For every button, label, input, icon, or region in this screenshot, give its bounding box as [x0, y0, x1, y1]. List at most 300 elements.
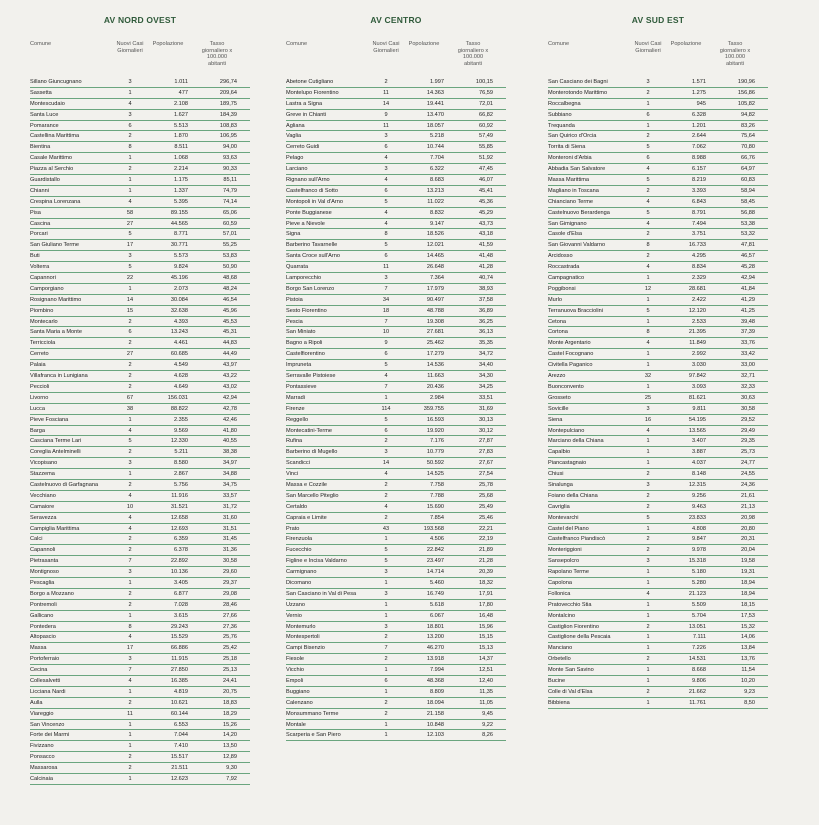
- cell-popolazione: 60.685: [170, 351, 188, 358]
- cell-popolazione: 16.385: [170, 677, 188, 684]
- table-row: [286, 600, 506, 611]
- cell-popolazione: 2.984: [430, 394, 444, 401]
- table-row: [30, 426, 250, 437]
- cell-popolazione: 19.920: [426, 427, 444, 434]
- cell-nuovi-casi: 4: [646, 427, 650, 434]
- cell-comune: Calci: [30, 536, 43, 543]
- cell-popolazione: 13.213: [426, 187, 444, 194]
- cell-tasso: 30,58: [223, 558, 237, 565]
- cell-tasso: 38,93: [479, 285, 493, 292]
- cell-comune: Piancastagnaio: [548, 460, 587, 467]
- cell-comune: Terricciola: [30, 340, 56, 347]
- cell-tasso: 18,29: [223, 710, 237, 717]
- table-row: [286, 229, 506, 240]
- panel-av-nord-ovest: [30, 0, 250, 825]
- cell-popolazione: 7.494: [692, 220, 706, 227]
- cell-popolazione: 21.123: [688, 590, 706, 597]
- header-comune: Comune: [286, 41, 308, 47]
- cell-popolazione: 30.771: [170, 242, 188, 249]
- cell-comune: Pistoia: [286, 296, 303, 303]
- cell-popolazione: 6.877: [174, 590, 188, 597]
- cell-comune: Montopoli in Val d'Arno: [286, 198, 343, 205]
- header-nuovi-casi-line: Nuovi Casi: [116, 41, 144, 47]
- cell-nuovi-casi: 2: [128, 383, 132, 390]
- cell-tasso: 189,75: [219, 100, 237, 107]
- cell-comune: Castelfiorentino: [286, 351, 325, 358]
- cell-popolazione: 7.364: [430, 275, 444, 282]
- cell-tasso: 25,73: [741, 449, 755, 456]
- table-row: [30, 284, 250, 295]
- cell-tasso: 190,96: [737, 79, 755, 85]
- cell-tasso: 15,13: [479, 645, 493, 652]
- cell-popolazione: 2.644: [692, 133, 706, 140]
- cell-comune: Piazza al Serchio: [30, 166, 74, 173]
- header-nuovi-casi: [370, 41, 402, 54]
- cell-tasso: 21,61: [741, 492, 755, 499]
- cell-comune: Monteriggioni: [548, 547, 582, 554]
- cell-tasso: 36,13: [479, 329, 493, 336]
- cell-nuovi-casi: 6: [384, 427, 388, 434]
- cell-comune: Monterotondo Marittimo: [548, 89, 608, 96]
- cell-nuovi-casi: 5: [384, 416, 388, 423]
- table-row: [286, 415, 506, 426]
- table-row: [30, 752, 250, 763]
- table-row: [286, 306, 506, 317]
- cell-comune: Vecchiano: [30, 492, 56, 499]
- table-row: [548, 273, 768, 284]
- cell-tasso: 9,22: [482, 721, 493, 728]
- cell-popolazione: 7.111: [692, 634, 706, 641]
- table-row: [548, 229, 768, 240]
- table-row: [30, 404, 250, 415]
- cell-tasso: 15,32: [741, 623, 755, 630]
- cell-comune: Siena: [548, 416, 563, 423]
- table-row: [548, 284, 768, 295]
- table-row: [548, 371, 768, 382]
- cell-comune: Barberino di Mugello: [286, 449, 338, 456]
- table-row: [30, 567, 250, 578]
- cell-tasso: 85,11: [223, 177, 237, 184]
- cell-comune: Cortona: [548, 329, 568, 336]
- cell-tasso: 100,15: [475, 79, 493, 85]
- table-row: [30, 730, 250, 741]
- cell-nuovi-casi: 1: [384, 667, 388, 674]
- cell-comune: Altopascio: [30, 634, 56, 641]
- cell-tasso: 64,97: [741, 166, 755, 173]
- cell-tasso: 24,36: [741, 481, 755, 488]
- table-row: [30, 687, 250, 698]
- cell-nuovi-casi: 5: [646, 209, 650, 216]
- cell-tasso: 53,38: [741, 220, 755, 227]
- table-row: [30, 622, 250, 633]
- table-row: [286, 709, 506, 720]
- cell-tasso: 27,54: [479, 471, 493, 478]
- cell-popolazione: 5.513: [174, 122, 188, 129]
- header-tasso-line: Tasso: [727, 41, 743, 47]
- cell-nuovi-casi: 5: [128, 231, 132, 238]
- cell-tasso: 45,53: [223, 318, 237, 325]
- table-row: [30, 262, 250, 273]
- cell-nuovi-casi: 1: [128, 416, 132, 423]
- cell-popolazione: 8.809: [430, 688, 444, 695]
- cell-tasso: 31,36: [223, 547, 237, 554]
- cell-popolazione: 4.628: [174, 373, 188, 380]
- cell-nuovi-casi: 1: [384, 732, 388, 739]
- cell-comune: Gallicano: [30, 612, 54, 619]
- table-row: [548, 186, 768, 197]
- cell-comune: Marciano della Chiana: [548, 438, 604, 445]
- cell-comune: Casale Marittimo: [30, 155, 72, 162]
- table-row: [30, 534, 250, 545]
- cell-popolazione: 14.714: [426, 569, 444, 576]
- cell-tasso: 18,83: [223, 699, 237, 706]
- table-row: [30, 513, 250, 524]
- table-row: [548, 426, 768, 437]
- cell-tasso: 55,25: [223, 242, 237, 249]
- cell-tasso: 12,51: [479, 667, 493, 674]
- header-tasso: [712, 41, 758, 67]
- table-row: [286, 219, 506, 230]
- table-row: [548, 600, 768, 611]
- header-popolazione: Popolazione: [408, 41, 440, 47]
- cell-nuovi-casi: 4: [646, 590, 650, 597]
- cell-popolazione: 27.681: [426, 329, 444, 336]
- cell-popolazione: 17.979: [426, 285, 444, 292]
- cell-popolazione: 89.155: [170, 209, 188, 216]
- cell-comune: Terranuova Bracciolini: [548, 307, 604, 314]
- cell-nuovi-casi: 2: [128, 699, 132, 706]
- table-row: [286, 99, 506, 110]
- table-row: [286, 698, 506, 709]
- cell-tasso: 39,48: [741, 318, 755, 325]
- cell-popolazione: 3.407: [692, 438, 706, 445]
- table-row: [30, 469, 250, 480]
- table-row: [30, 164, 250, 175]
- cell-tasso: 65,06: [223, 209, 237, 216]
- table-row: [30, 447, 250, 458]
- cell-tasso: 156,86: [737, 89, 755, 96]
- cell-popolazione: 8.511: [174, 144, 188, 151]
- cell-tasso: 66,76: [741, 155, 755, 162]
- cell-comune: Cavriglia: [548, 503, 570, 510]
- cell-nuovi-casi: 1: [384, 394, 388, 401]
- cell-nuovi-casi: 11: [383, 264, 389, 271]
- table-row: [286, 164, 506, 175]
- cell-comune: Pieve Fosciana: [30, 416, 69, 423]
- table-row: [548, 164, 768, 175]
- cell-popolazione: 9.847: [692, 536, 706, 543]
- cell-nuovi-casi: 2: [128, 133, 132, 140]
- cell-popolazione: 193.568: [423, 525, 444, 532]
- table-row: [30, 295, 250, 306]
- cell-nuovi-casi: 11: [383, 122, 389, 129]
- cell-tasso: 20,39: [479, 569, 493, 576]
- cell-tasso: 33,51: [479, 394, 493, 401]
- cell-tasso: 48,24: [223, 285, 237, 292]
- cell-popolazione: 2.214: [174, 166, 188, 173]
- cell-nuovi-casi: 7: [128, 558, 132, 565]
- cell-popolazione: 81.621: [688, 394, 706, 401]
- cell-tasso: 60,92: [479, 122, 493, 129]
- table-row: [286, 436, 506, 447]
- cell-comune: Montemurlo: [286, 623, 316, 630]
- cell-popolazione: 1.275: [692, 89, 706, 96]
- cell-popolazione: 15.517: [170, 754, 188, 761]
- cell-nuovi-casi: 32: [644, 373, 652, 380]
- cell-tasso: 296,74: [219, 79, 237, 85]
- cell-tasso: 94,82: [741, 111, 755, 118]
- cell-comune: Montale: [286, 721, 306, 728]
- cell-popolazione: 4.549: [174, 362, 188, 369]
- table-body: [30, 77, 250, 785]
- cell-comune: Camaiore: [30, 503, 55, 510]
- cell-tasso: 24,77: [741, 460, 755, 467]
- cell-tasso: 19,31: [741, 569, 755, 576]
- table-row: [286, 622, 506, 633]
- cell-popolazione: 12.658: [170, 514, 188, 521]
- cell-tasso: 15,96: [479, 623, 493, 630]
- cell-comune: Cerreto: [30, 351, 49, 358]
- header-tasso-line: abitanti: [207, 60, 227, 67]
- cell-popolazione: 5.211: [174, 449, 188, 456]
- cell-popolazione: 9.811: [692, 405, 706, 412]
- cell-tasso: 43,18: [479, 231, 493, 238]
- cell-tasso: 24,41: [223, 677, 237, 684]
- cell-tasso: 90,33: [223, 166, 237, 173]
- cell-tasso: 184,39: [219, 111, 237, 118]
- header-nuovi-casi: [114, 41, 146, 54]
- table-row: [548, 480, 768, 491]
- cell-popolazione: 9.806: [692, 677, 706, 684]
- table-row: [30, 371, 250, 382]
- cell-popolazione: 156.031: [167, 394, 188, 401]
- table-row: [548, 99, 768, 110]
- cell-popolazione: 1.627: [174, 111, 188, 118]
- cell-nuovi-casi: 1: [646, 122, 650, 129]
- cell-comune: Cerreto Guidi: [286, 144, 320, 151]
- header-nuovi-casi-line: Giornalieri: [373, 47, 399, 54]
- cell-popolazione: 13.200: [426, 634, 444, 641]
- cell-nuovi-casi: 1: [128, 579, 132, 586]
- cell-comune: Camporgiano: [30, 285, 64, 292]
- cell-nuovi-casi: 3: [646, 558, 650, 565]
- cell-comune: Santa Croce sull'Arno: [286, 253, 340, 260]
- cell-nuovi-casi: 25: [644, 394, 652, 401]
- cell-tasso: 34,25: [479, 383, 493, 390]
- cell-popolazione: 8.219: [692, 177, 706, 184]
- cell-tasso: 22,19: [479, 536, 493, 543]
- cell-nuovi-casi: 5: [384, 558, 388, 565]
- cell-comune: Reggello: [286, 416, 309, 423]
- cell-comune: Monsummano Terme: [286, 710, 339, 717]
- cell-tasso: 75,64: [741, 133, 755, 140]
- header-nuovi-casi-line: Giornalieri: [117, 47, 143, 54]
- table-row: [286, 88, 506, 99]
- cell-tasso: 31,69: [479, 405, 493, 412]
- cell-comune: San Giovanni Valdarno: [548, 242, 606, 249]
- cell-comune: Ponte Buggianese: [286, 209, 332, 216]
- table-row: [286, 153, 506, 164]
- cell-comune: San Casciano in Val di Pesa: [286, 590, 357, 597]
- cell-popolazione: 9.978: [692, 547, 706, 554]
- cell-popolazione: 22.842: [426, 547, 444, 554]
- cell-popolazione: 12.330: [170, 438, 188, 445]
- cell-tasso: 76,59: [479, 89, 493, 96]
- cell-comune: Empoli: [286, 677, 304, 684]
- cell-popolazione: 1.175: [174, 177, 188, 184]
- cell-nuovi-casi: 3: [384, 166, 388, 173]
- table-row: [30, 415, 250, 426]
- cell-popolazione: 6.157: [692, 166, 706, 173]
- cell-comune: Grosseto: [548, 394, 571, 401]
- cell-nuovi-casi: 4: [384, 471, 388, 478]
- cell-popolazione: 8.832: [430, 209, 444, 216]
- cell-popolazione: 5.460: [430, 579, 444, 586]
- cell-comune: Pontedera: [30, 623, 56, 630]
- cell-nuovi-casi: 8: [646, 242, 650, 249]
- cell-tasso: 41,48: [479, 253, 493, 260]
- cell-comune: Calenzano: [286, 699, 313, 706]
- cell-nuovi-casi: 1: [646, 677, 650, 684]
- cell-tasso: 12,89: [223, 754, 237, 761]
- table-row: [30, 393, 250, 404]
- cell-comune: Serravalle Pistoiese: [286, 373, 336, 380]
- cell-popolazione: 23.833: [688, 514, 706, 521]
- panel-title: AV NORD OVEST: [103, 15, 177, 25]
- cell-tasso: 25,68: [479, 492, 493, 499]
- cell-popolazione: 3.393: [692, 187, 706, 194]
- table-row: [548, 88, 768, 99]
- table-row: [548, 142, 768, 153]
- cell-tasso: 34,97: [223, 460, 237, 467]
- cell-popolazione: 5.180: [692, 569, 706, 576]
- cell-popolazione: 3.405: [174, 579, 188, 586]
- table-row: [286, 186, 506, 197]
- cell-nuovi-casi: 4: [384, 373, 388, 380]
- cell-tasso: 8,26: [482, 732, 493, 739]
- cell-nuovi-casi: 2: [128, 536, 132, 543]
- cell-comune: Vinci: [286, 471, 299, 478]
- cell-nuovi-casi: 1: [646, 699, 650, 706]
- cell-comune: San Quirico d'Orcia: [548, 133, 597, 140]
- cell-tasso: 45,31: [223, 329, 237, 336]
- cell-nuovi-casi: 8: [128, 623, 132, 630]
- cell-popolazione: 26.648: [426, 264, 444, 271]
- cell-tasso: 16,48: [479, 612, 493, 619]
- cell-popolazione: 18.094: [426, 699, 444, 706]
- cell-comune: Rignano sull'Arno: [286, 177, 330, 184]
- cell-nuovi-casi: 38: [126, 405, 134, 412]
- table-row: [548, 349, 768, 360]
- table-row: [548, 687, 768, 698]
- table-row: [286, 121, 506, 132]
- cell-popolazione: 8.148: [692, 471, 706, 478]
- cell-comune: Santa Maria a Monte: [30, 329, 82, 336]
- header-comune: Comune: [548, 41, 570, 47]
- table-header: [548, 41, 768, 75]
- cell-comune: Barberino Tavarnelle: [286, 242, 338, 249]
- header-nuovi-casi-line: Giornalieri: [635, 47, 661, 54]
- cell-tasso: 44,49: [223, 351, 237, 358]
- cell-comune: Signa: [286, 231, 301, 238]
- table-row: [548, 611, 768, 622]
- cell-nuovi-casi: 4: [128, 427, 132, 434]
- cell-tasso: 70,80: [741, 144, 755, 151]
- cell-comune: Cetona: [548, 318, 567, 325]
- cell-nuovi-casi: 27: [126, 220, 134, 227]
- table-row: [30, 665, 250, 676]
- panel-av-centro: [286, 0, 506, 825]
- cell-tasso: 43,97: [223, 362, 237, 369]
- table-row: [30, 774, 250, 785]
- cell-popolazione: 6.843: [692, 198, 706, 205]
- table-row: [30, 360, 250, 371]
- cell-tasso: 31,45: [223, 536, 237, 543]
- cell-popolazione: 97.842: [688, 373, 706, 380]
- cell-nuovi-casi: 2: [128, 340, 132, 347]
- cell-nuovi-casi: 1: [646, 460, 650, 467]
- table-row: [286, 393, 506, 404]
- cell-nuovi-casi: 5: [646, 177, 650, 184]
- table-row: [30, 524, 250, 535]
- cell-nuovi-casi: 4: [128, 492, 132, 499]
- table-row: [286, 208, 506, 219]
- cell-tasso: 30,12: [479, 427, 493, 434]
- cell-comune: Viareggio: [30, 710, 54, 717]
- cell-popolazione: 5.756: [174, 481, 188, 488]
- cell-nuovi-casi: 1: [128, 155, 132, 162]
- panel-av-sud-est: [548, 0, 768, 825]
- table-row: [548, 197, 768, 208]
- table-row: [30, 578, 250, 589]
- cell-comune: Bucine: [548, 677, 566, 684]
- table-row: [30, 600, 250, 611]
- cell-nuovi-casi: 5: [128, 438, 132, 445]
- cell-comune: Seravezza: [30, 514, 57, 521]
- cell-popolazione: 30.084: [170, 296, 188, 303]
- table-row: [30, 720, 250, 731]
- cell-popolazione: 9.147: [430, 220, 444, 227]
- table-row: [30, 327, 250, 338]
- cell-comune: Buonconvento: [548, 383, 584, 390]
- table-row: [30, 208, 250, 219]
- table-row: [548, 110, 768, 121]
- cell-comune: Monte San Savino: [548, 667, 594, 674]
- cell-tasso: 20,04: [741, 547, 755, 554]
- table-row: [548, 524, 768, 535]
- cell-comune: Coreglia Antelminelli: [30, 449, 81, 456]
- cell-nuovi-casi: 6: [128, 122, 132, 129]
- cell-nuovi-casi: 1: [646, 634, 650, 641]
- cell-comune: Foiano della Chiana: [548, 492, 598, 499]
- cell-comune: Firenzuola: [286, 536, 313, 543]
- cell-tasso: 12,40: [479, 677, 493, 684]
- cell-comune: Buggiano: [286, 688, 310, 695]
- cell-comune: Montecarlo: [30, 318, 58, 325]
- cell-comune: Castel del Piano: [548, 525, 589, 532]
- cell-comune: Impruneta: [286, 362, 312, 369]
- cell-tasso: 14,06: [741, 634, 755, 641]
- cell-popolazione: 50.592: [426, 460, 444, 467]
- cell-nuovi-casi: 2: [384, 634, 388, 641]
- cell-nuovi-casi: 4: [128, 100, 132, 107]
- cell-popolazione: 5.704: [692, 612, 706, 619]
- table-row: [286, 676, 506, 687]
- cell-nuovi-casi: 18: [382, 307, 390, 314]
- cell-popolazione: 12.103: [426, 732, 444, 739]
- cell-tasso: 51,92: [479, 155, 493, 162]
- cell-comune: Marradi: [286, 394, 305, 401]
